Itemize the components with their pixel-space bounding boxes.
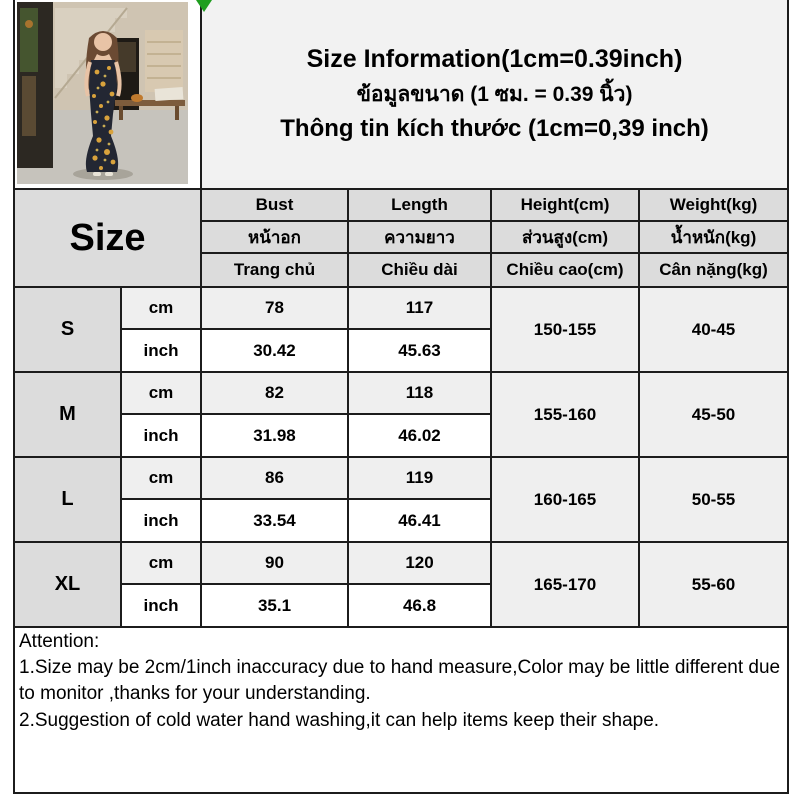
header-length-th: ความยาว xyxy=(348,221,491,253)
unit-inch-l: inch xyxy=(121,499,201,542)
cell-l-height: 160-165 xyxy=(491,457,639,542)
title-english: Size Information(1cm=0.39inch) xyxy=(306,45,683,73)
cell-m-bust-cm: 82 xyxy=(201,372,348,414)
row-label-l: L xyxy=(14,457,121,542)
attention-block xyxy=(15,628,787,734)
cell-l-bust-inch: 33.54 xyxy=(201,499,348,542)
green-corner-marker xyxy=(196,0,212,12)
header-weight-vi: Cân nặng(kg) xyxy=(639,253,788,287)
header-length-vi: Chiều dài xyxy=(348,253,491,287)
unit-cm-xl: cm xyxy=(121,542,201,584)
header-weight-en: Weight(kg) xyxy=(639,189,788,221)
attention-heading: Attention: xyxy=(19,631,100,652)
cell-m-height: 155-160 xyxy=(491,372,639,457)
size-header-cell: Size xyxy=(14,189,201,287)
cell-xl-height: 165-170 xyxy=(491,542,639,627)
cell-s-height: 150-155 xyxy=(491,287,639,372)
unit-cm-m: cm xyxy=(121,372,201,414)
unit-cm-s: cm xyxy=(121,287,201,329)
product-photo-cell xyxy=(14,0,201,189)
cell-s-length-inch: 45.63 xyxy=(348,329,491,372)
title-vietnamese: Thông tin kích thước (1cm=0,39 inch) xyxy=(280,115,709,142)
unit-inch-s: inch xyxy=(121,329,201,372)
header-length-en: Length xyxy=(348,189,491,221)
cell-l-weight: 50-55 xyxy=(639,457,788,542)
unit-inch-xl: inch xyxy=(121,584,201,627)
cell-l-length-cm: 119 xyxy=(348,457,491,499)
cell-l-length-inch: 46.41 xyxy=(348,499,491,542)
attention-cell xyxy=(14,627,788,793)
cell-s-weight: 40-45 xyxy=(639,287,788,372)
header-height-vi: Chiều cao(cm) xyxy=(491,253,639,287)
cell-l-bust-cm: 86 xyxy=(201,457,348,499)
cell-m-weight: 45-50 xyxy=(639,372,788,457)
header-bust-vi: Trang chủ xyxy=(201,253,348,287)
attention-note-1: 1.Size may be 2cm/1inch inaccuracy due to hand measure,Color may be little different due to monitor ,thanks for your understanding. xyxy=(19,657,781,705)
attention-note-2: 2.Suggestion of cold water hand washing,it can help items keep their shape. xyxy=(19,709,660,731)
cell-m-length-cm: 118 xyxy=(348,372,491,414)
cell-s-bust-inch: 30.42 xyxy=(201,329,348,372)
product-photo xyxy=(17,2,188,184)
cell-xl-length-cm: 120 xyxy=(348,542,491,584)
row-label-s: S xyxy=(14,287,121,372)
cell-xl-bust-inch: 35.1 xyxy=(201,584,348,627)
cell-m-bust-inch: 31.98 xyxy=(201,414,348,457)
cell-m-length-inch: 46.02 xyxy=(348,414,491,457)
row-label-m: M xyxy=(14,372,121,457)
unit-cm-l: cm xyxy=(121,457,201,499)
title-thai: ข้อมูลขนาด (1 ซม. = 0.39 นิ้ว) xyxy=(356,83,633,106)
cell-xl-weight: 55-60 xyxy=(639,542,788,627)
unit-inch-m: inch xyxy=(121,414,201,457)
size-info-title-block xyxy=(201,0,788,189)
cell-s-length-cm: 117 xyxy=(348,287,491,329)
cell-s-bust-cm: 78 xyxy=(201,287,348,329)
header-height-en: Height(cm) xyxy=(491,189,639,221)
header-bust-th: หน้าอก xyxy=(201,221,348,253)
cell-xl-length-inch: 46.8 xyxy=(348,584,491,627)
header-bust-en: Bust xyxy=(201,189,348,221)
row-label-xl: XL xyxy=(14,542,121,627)
header-weight-th: น้ำหนัก(kg) xyxy=(639,221,788,253)
size-table xyxy=(13,0,789,794)
header-height-th: ส่วนสูง(cm) xyxy=(491,221,639,253)
cell-xl-bust-cm: 90 xyxy=(201,542,348,584)
